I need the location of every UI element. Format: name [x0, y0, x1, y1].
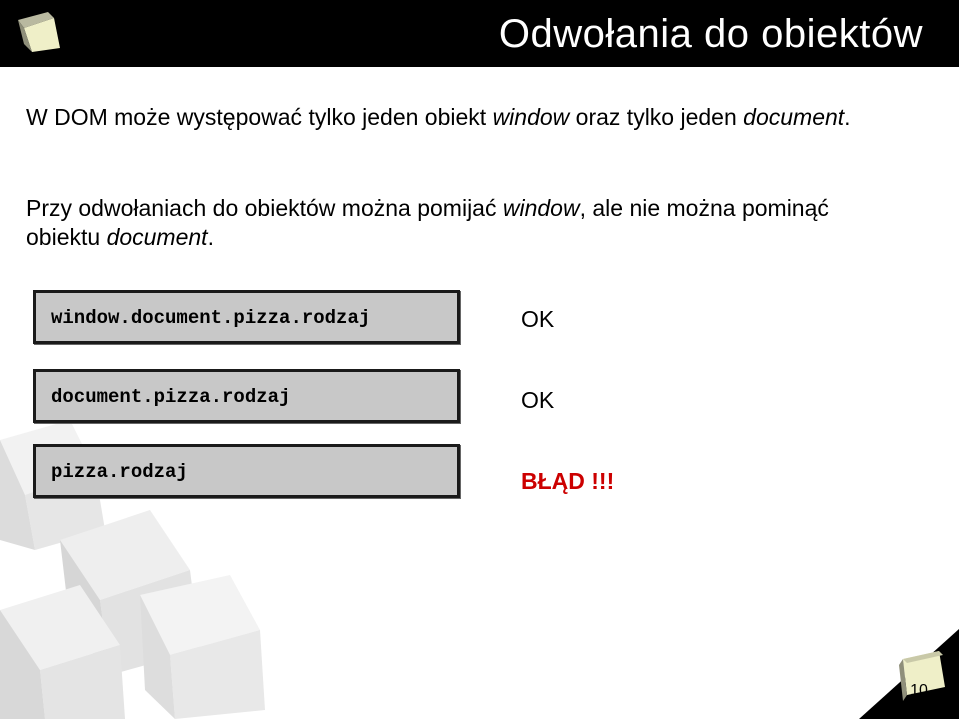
slide-title: Odwołania do obiektów	[498, 12, 923, 56]
page-number: 10	[910, 682, 928, 699]
code-example-box	[33, 290, 460, 344]
example-result: OK	[521, 306, 555, 332]
paragraph-omitting-window: Przy odwołaniach do obiektów można pomijać window, ale nie można pominąć obiektu document.	[26, 195, 829, 250]
code-example-box	[33, 369, 460, 423]
code-example-text: document.pizza.rodzaj	[51, 386, 291, 408]
code-example-box	[33, 444, 460, 498]
paragraph-single-objects: W DOM może występować tylko jeden obiekt window oraz tylko jeden document.	[26, 104, 851, 130]
corner-cube-icon	[859, 629, 959, 719]
code-example-text: pizza.rodzaj	[51, 461, 188, 483]
example-result-error: BŁĄD !!!	[521, 468, 615, 494]
slide-header	[0, 0, 959, 67]
cube-logo-icon	[14, 8, 66, 54]
code-example-text: window.document.pizza.rodzaj	[51, 307, 371, 329]
example-result: OK	[521, 387, 555, 413]
